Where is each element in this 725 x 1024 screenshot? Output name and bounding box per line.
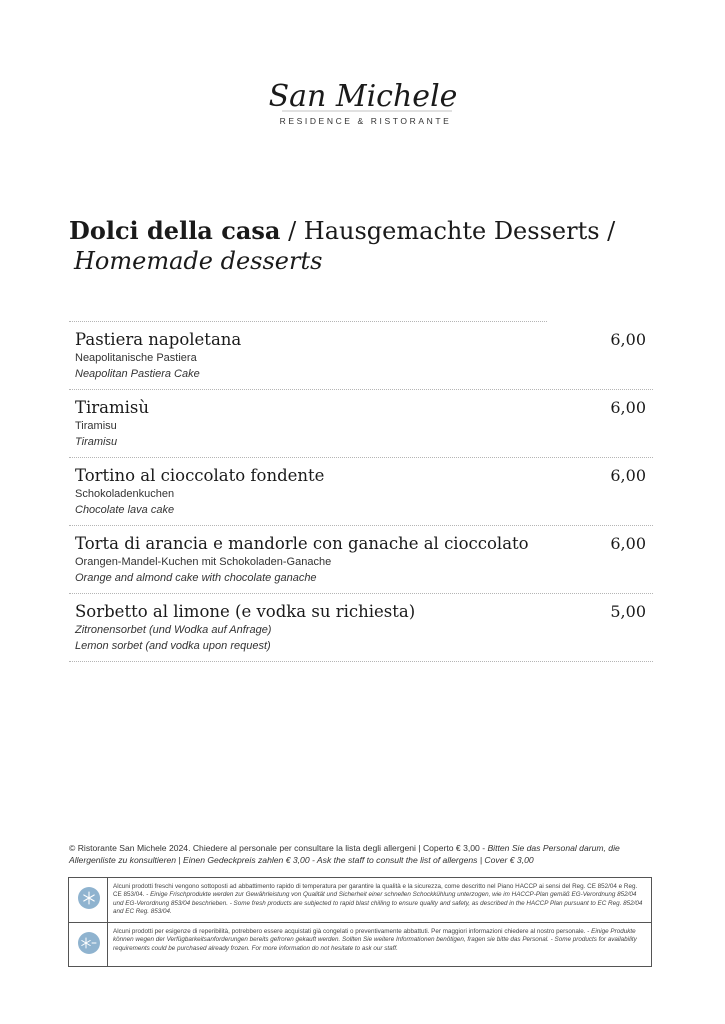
- section-title-en: Homemade desserts: [74, 247, 323, 275]
- item-german: Tiramisu: [75, 420, 117, 432]
- item-german: Zitronensorbet (und Wodka auf Anfrage): [75, 624, 272, 636]
- menu-item: [69, 526, 653, 594]
- item-english: Orange and almond cake with chocolate ganache: [75, 572, 317, 584]
- item-english: Tiramisu: [75, 436, 118, 448]
- menu-item: [69, 594, 653, 662]
- notice-italian: Alcuni prodotti per esigenze di reperibilità, potrebbero essere acquistati già congelati o preventivamente abbattuti. Per maggiori informazioni chiedere al nostro personale. -: [113, 928, 592, 935]
- item-price: 6,00: [610, 330, 646, 349]
- item-english: Neapolitan Pastiera Cake: [75, 368, 200, 380]
- notice-translations: Einige Frischprodukte werden zur Gewährleistung von Qualität und Sicherheit einer schnellen Schockkühlung unterzogen, wie im HACCP-Plan gemäß EG-Verordnung 852/04 und EG-Verordnung 853/04 beschrieben. - Some fresh products are subjected to rapid blast chilling to ensure quality and safety, as described in the HACCP Plan pursuant to EC Reg. 852/04 and EC Reg. 853/04.: [113, 891, 643, 916]
- item-name: Pastiera napoletana: [75, 330, 242, 349]
- allergen-cover-note: [69, 842, 659, 866]
- section-title: [69, 216, 669, 276]
- logo-wordmark: San Michele: [268, 79, 457, 114]
- item-english: Chocolate lava cake: [75, 504, 175, 516]
- footnote-translations: Bitten Sie das Personal darum, die Allergenliste zu konsultieren | Einen Gedeckpreis zahlen € 3,00 - Ask the staff to consult the list of allergens | Cover € 3,00: [69, 843, 620, 865]
- notice-box: [68, 877, 652, 967]
- notice-row-blast-chilling: [69, 878, 651, 922]
- menu-item: [69, 390, 653, 458]
- notice-text: [113, 883, 645, 917]
- item-price: 6,00: [610, 466, 646, 485]
- item-name: Tortino al cioccolato fondente: [75, 466, 325, 485]
- san-michele-logo: [268, 66, 458, 114]
- title-separator: /: [280, 217, 304, 245]
- item-german: Neapolitanische Pastiera: [75, 352, 197, 364]
- item-name: Torta di arancia e mandorle con ganache al cioccolato: [75, 534, 529, 553]
- item-english: Lemon sorbet (and vodka upon request): [75, 640, 271, 652]
- item-price: 6,00: [610, 534, 646, 553]
- notice-divider: [107, 878, 108, 922]
- menu-item: [69, 458, 653, 526]
- item-german: Schokoladenkuchen: [75, 488, 175, 500]
- menu-items: [69, 322, 653, 662]
- notice-translations: Einige Produkte können wegen der Verfügbarkeitsanforderungen bereits gefroren gekauft werden. Sollten Sie weitere Informationen benötigen, fragen sie bitte das Personal. - Some products for availability requirements could be purchased already frozen. For more information do not hesitate to ask our staff.: [113, 928, 637, 952]
- logo-subtitle: RESIDENCE & RISTORANTE: [279, 116, 452, 126]
- footnote-italian: © Ristorante San Michele 2024. Chiedere al personale per consultare la lista degli allergeni | Coperto € 3,00 -: [69, 843, 488, 853]
- menu-item: [69, 322, 653, 390]
- notice-text: [113, 928, 645, 953]
- notice-italian: Alcuni prodotti freschi vengono sottoposti ad abbattimento rapido di temperatura per garantire la qualità e la sicurezza, come descritto nel Piano HACCP ai sensi del Reg. CE 852/04 e Reg. CE 853/04. -: [113, 883, 638, 899]
- item-german: Orangen-Mandel-Kuchen mit Schokoladen-Ganache: [75, 556, 332, 568]
- notice-row-frozen: [69, 922, 651, 967]
- section-title-de: Hausgemachte Desserts: [303, 217, 600, 245]
- snowflake-icon: [78, 887, 100, 909]
- item-price: 5,00: [610, 602, 646, 621]
- notice-divider: [107, 923, 108, 967]
- frozen-icon: [78, 932, 100, 954]
- item-name: Sorbetto al limone (e vodka su richiesta): [75, 602, 416, 621]
- item-name: Tiramisù: [75, 398, 150, 417]
- section-title-it: Dolci della casa: [69, 216, 281, 245]
- logo: [0, 66, 725, 126]
- item-price: 6,00: [610, 398, 646, 417]
- title-separator: /: [599, 217, 616, 245]
